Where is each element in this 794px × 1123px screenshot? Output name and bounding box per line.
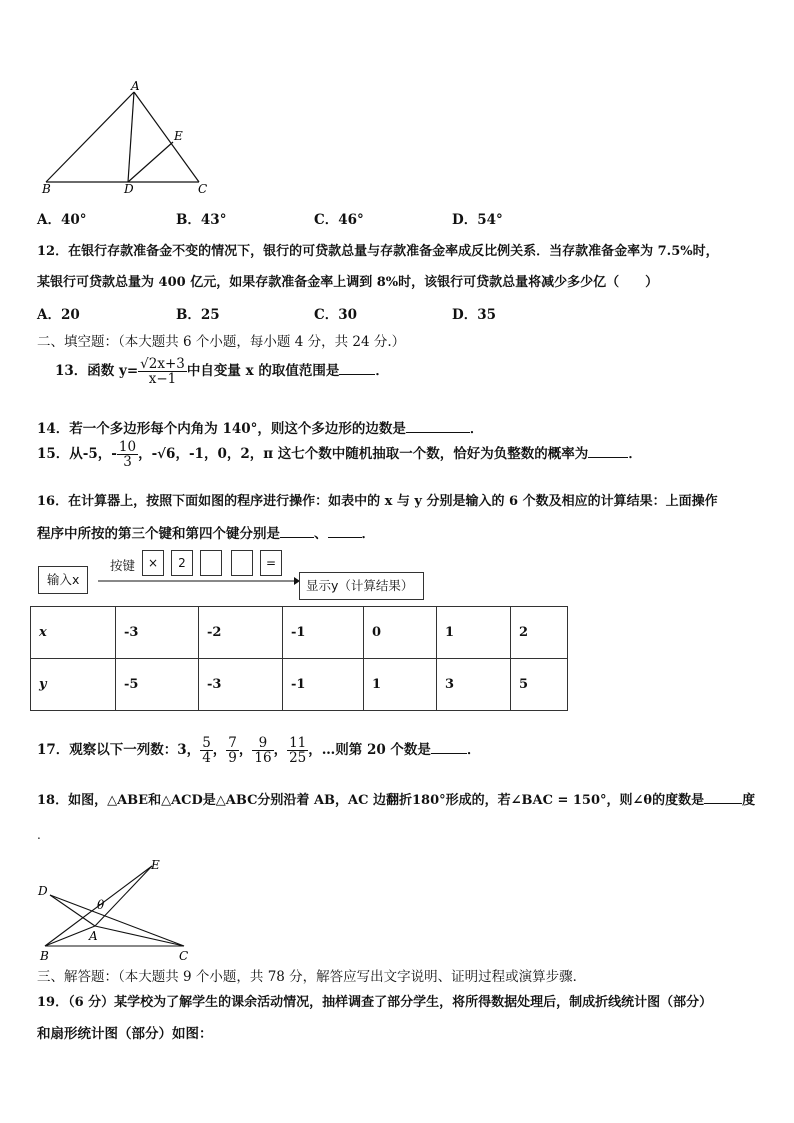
q17-frac-1: [200, 736, 213, 765]
section2-heading: 二、填空题：（本大题共 6 个小题，每小题 4 分，共 24 分.）: [37, 334, 406, 350]
q18: [37, 789, 755, 808]
q18-end: 度: [742, 793, 756, 808]
segment-ae: [95, 866, 152, 926]
xy-table: [30, 606, 568, 711]
label-a: A: [89, 929, 98, 943]
table-cell: 1: [364, 659, 437, 711]
q13-den: x−1: [148, 371, 177, 388]
q18-period: .: [37, 828, 41, 842]
q16-sep: 、: [314, 526, 328, 542]
frac-den: 9: [228, 750, 237, 767]
table-cell: -2: [199, 607, 283, 659]
table-cell: 1: [437, 607, 511, 659]
q19-line1: 19．（6 分）某学校为了解学生的课余活动情况，抽样调查了部分学生，将所得数据处理后，制成折线统计图（部分）: [37, 995, 713, 1010]
table-row-y: [31, 659, 568, 711]
q17-frac-4: [287, 736, 308, 765]
q13-suffix: 中自变量 x 的取值范围是: [186, 363, 340, 380]
label-d: D: [124, 182, 134, 196]
label-b: B: [42, 182, 51, 196]
flow-arrow: [98, 574, 300, 588]
q14-blank[interactable]: [406, 432, 470, 433]
q17-end: ．: [466, 742, 481, 759]
q17-prefix: 17．观察以下一列数：3，: [37, 742, 201, 759]
q16-blank-1[interactable]: [280, 537, 314, 538]
q17-blank[interactable]: [431, 753, 467, 754]
label-e: E: [151, 858, 160, 872]
q19-line2: 和扇形统计图（部分）如图：: [37, 1026, 213, 1042]
frac-den: 4: [202, 750, 211, 767]
q11-option-b: B．43°: [176, 212, 227, 228]
q15-blank[interactable]: [588, 457, 628, 458]
q15-mid: ，-√6，-1，0，2，π 这七个数中随机抽取一个数，恰好为负整数的概率为: [138, 446, 589, 463]
key-multiply: ×: [142, 550, 164, 576]
q11-option-a: A．40°: [37, 212, 87, 228]
q16-end: ．: [361, 526, 375, 542]
table-cell: 3: [437, 659, 511, 711]
q17: 17．观察以下一列数：3， $\frac{5}{4}$ ， $\frac{7}{9}$ ， $\frac{9}{16}$ ， $\frac{11}{25}$ ，…则第 20 个数是 ．: [37, 735, 481, 767]
q17-frac-2: [226, 736, 239, 765]
frac-den: 16: [254, 750, 272, 767]
segment-ba: [45, 926, 95, 946]
q13-prefix: 13．函数 y=: [55, 363, 139, 380]
frac-den: 25: [289, 750, 307, 767]
q12-line2: 某银行可贷款总量为 400 亿元，如果存款准备金率上调到 8%时，该银行可贷款总量将减少多少亿（ ）: [37, 275, 659, 290]
q12-option-d: D．35: [452, 307, 496, 323]
label-theta: θ: [97, 898, 105, 912]
frac-num: 11: [289, 735, 307, 751]
segment-de: [128, 142, 173, 182]
table-cell: x: [31, 607, 116, 659]
q13-num: √2x+3: [140, 356, 185, 372]
q14-text: 14．若一个多边形每个内角为 140°，则这个多边形的边数是: [37, 421, 406, 437]
q18-blank[interactable]: [704, 803, 742, 804]
q17-frac-3: [252, 736, 273, 765]
q16-line2-text: 程序中所按的第三个键和第四个键分别是: [37, 526, 280, 542]
label-e: E: [174, 129, 183, 143]
output-y-box: 显示y（计算结果）: [299, 572, 424, 600]
label-d: D: [38, 884, 48, 898]
q18-figure: [34, 852, 204, 964]
q15-den: 3: [123, 454, 132, 471]
key-blank-3[interactable]: [200, 550, 222, 576]
table-cell: 5: [511, 659, 568, 711]
table-cell: -1: [283, 659, 364, 711]
label-c: C: [198, 182, 208, 196]
q18-text: 18．如图，△ABE和△ACD是△ABC分别沿着 AB，AC 边翻折180°形成的，若∠BAC = 150°，则∠θ的度数是: [37, 793, 705, 808]
frac-num: 5: [202, 735, 211, 751]
keys-label: 按键: [110, 558, 136, 573]
table-cell: y: [31, 659, 116, 711]
segment-da: [50, 895, 95, 926]
segment-ab: [46, 92, 134, 182]
q11-option-d: D．54°: [452, 212, 503, 228]
table-row-x: [31, 607, 568, 659]
table-cell: 2: [511, 607, 568, 659]
q13-end: ．: [375, 363, 389, 380]
q16-line2: [37, 522, 375, 542]
q14-end: ．: [469, 421, 484, 437]
section3-heading: 三、解答题：（本大题共 9 个小题，共 78 分，解答应写出文字说明、证明过程或演算步骤．: [37, 969, 587, 985]
q13-fraction: [138, 357, 187, 386]
q15-prefix: 15．从-5，-: [37, 446, 117, 463]
q12-option-a: A．20: [37, 307, 80, 323]
label-a: A: [131, 80, 140, 93]
label-b: B: [40, 949, 49, 963]
key-equals: =: [260, 550, 282, 576]
q15: [37, 440, 642, 469]
key-blank-4[interactable]: [231, 550, 253, 576]
segment-ad: [128, 92, 134, 182]
q16-line1: 16．在计算器上，按照下面如图的程序进行操作：如表中的 x 与 y 分别是输入的 6 个数及相应的计算结果：上面操作: [37, 494, 718, 509]
q13: [55, 357, 389, 386]
label-c: C: [179, 949, 189, 963]
q14: [37, 417, 483, 437]
q11-triangle-figure: [36, 80, 216, 198]
q13-blank[interactable]: [339, 374, 375, 375]
q16-blank-2[interactable]: [328, 537, 362, 538]
table-cell: -3: [116, 607, 199, 659]
q12-line1: 12．在银行存款准备金不变的情况下，银行的可贷款总量与存款准备金率成反比例关系．当存款准备金率为 7.5%时，: [37, 244, 719, 259]
frac-num: 7: [228, 735, 237, 751]
q15-fraction: [117, 440, 138, 469]
q15-num: 10: [118, 439, 137, 455]
q12-option-b: B．25: [176, 307, 220, 323]
q11-option-c: C．46°: [314, 212, 364, 228]
frac-num: 9: [252, 736, 273, 751]
table-cell: -1: [283, 607, 364, 659]
table-cell: -5: [116, 659, 199, 711]
q17-suffix: ，…则第 20 个数是: [308, 742, 431, 759]
key-2: 2: [171, 550, 193, 576]
q15-end: ．: [628, 446, 642, 463]
input-x-box: 输入x: [38, 566, 88, 594]
q12-option-c: C．30: [314, 307, 358, 323]
table-cell: 0: [364, 607, 437, 659]
table-cell: -3: [199, 659, 283, 711]
